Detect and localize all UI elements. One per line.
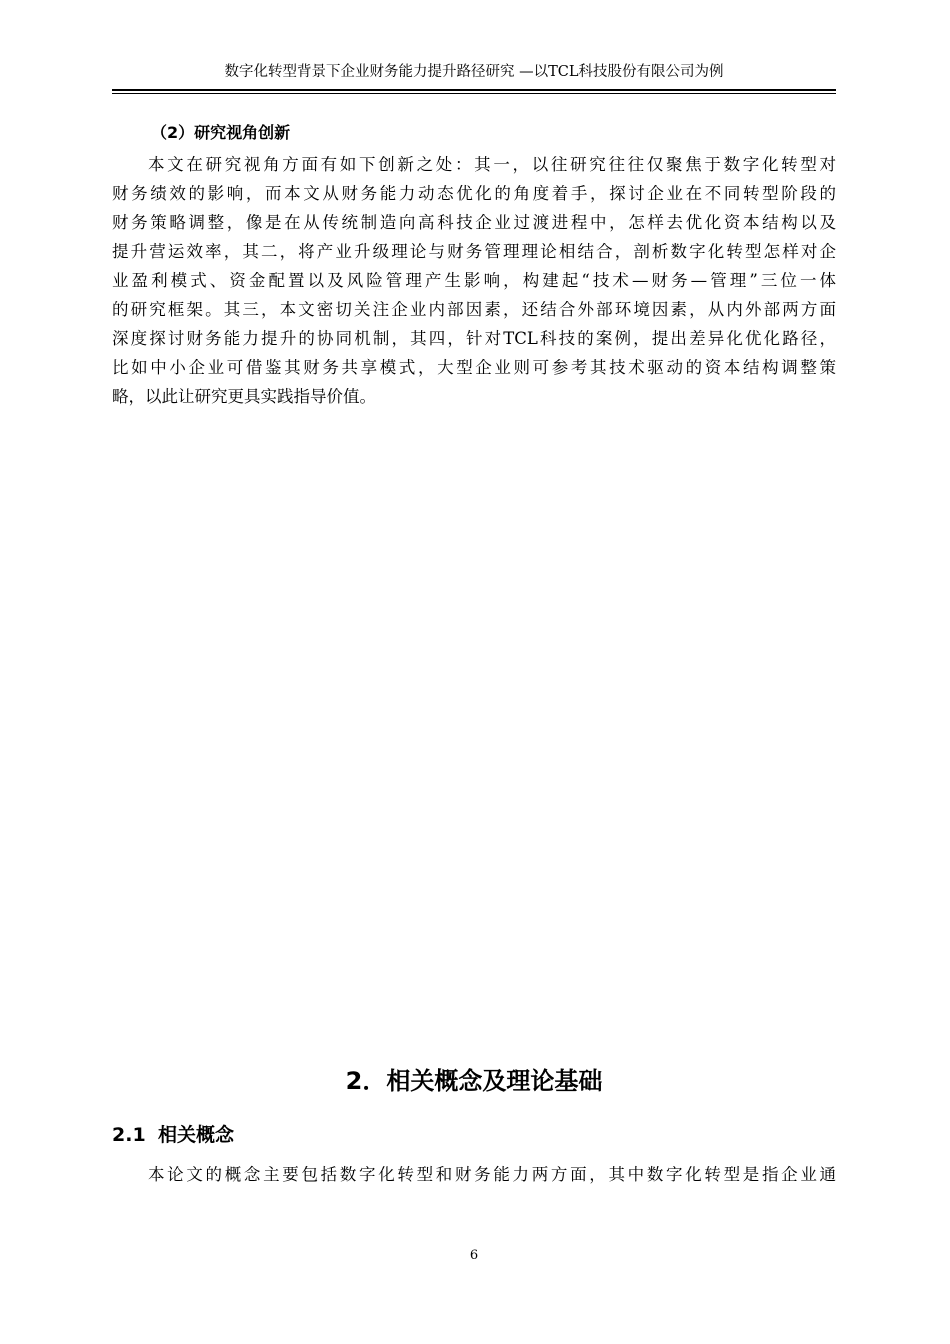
paragraph-line: 本论文的概念主要包括数字化转型和财务能力两方面，其中数字化转型是指企业通 [148, 1165, 836, 1184]
paragraph-line: 的研究框架。其三，本文密切关注企业内部因素，还结合外部环境因素，从内外部两方面 [112, 300, 836, 319]
paragraph-line: 提升营运效率，其二，将产业升级理论与财务管理理论相结合，剖析数字化转型怎样对企 [112, 242, 836, 261]
chapter-title: 2．相关概念及理论基础 [345, 1067, 603, 1095]
paragraph-research-perspective [112, 150, 836, 411]
paragraph-line: 比如中小企业可借鉴其财务共享模式，大型企业则可参考其技术驱动的资本结构调整策 [112, 358, 836, 377]
paragraph-line: 财务策略调整，像是在从传统制造向高科技企业过渡进程中，怎样去优化资本结构以及 [112, 213, 836, 232]
subsection-heading-research-perspective: （2）研究视角创新 [151, 123, 291, 142]
paragraph-line: 财务绩效的影响，而本文从财务能力动态优化的角度着手，探讨企业在不同转型阶段的 [112, 184, 836, 203]
page-number: 6 [469, 1248, 479, 1263]
header-rule-thick [112, 89, 836, 91]
section-title-2-1 [112, 1121, 234, 1149]
paragraph-concepts [112, 1160, 836, 1189]
paragraph-line: 深度探讨财务能力提升的协同机制，其四，针对TCL科技的案例，提出差异化优化路径， [112, 329, 836, 348]
paragraph-line: 本文在研究视角方面有如下创新之处：其一，以往研究往往仅聚焦于数字化转型对 [148, 155, 836, 174]
section-title-text: 相关概念 [158, 1124, 235, 1146]
header-rule-thin [112, 93, 836, 94]
section-number: 2.1 [112, 1124, 146, 1146]
paragraph-line: 业盈利模式、资金配置以及风险管理产生影响，构建起“技术—财务—管理”三位一体 [112, 271, 836, 290]
paragraph-line: 略，以此让研究更具实践指导价值。 [112, 387, 376, 406]
running-header: 数字化转型背景下企业财务能力提升路径研究 —以TCL科技股份有限公司为例 [224, 64, 724, 80]
